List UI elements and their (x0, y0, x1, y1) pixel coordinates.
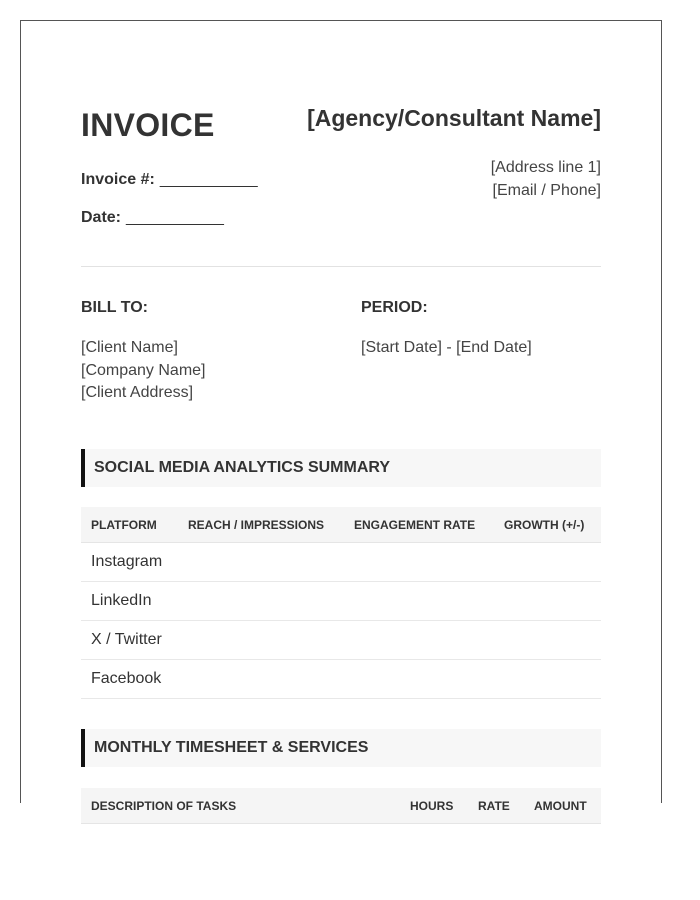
invoice-number-label: Invoice #: (81, 171, 155, 188)
invoice-number-line (81, 171, 258, 189)
table-row (81, 660, 601, 699)
table-row (81, 621, 601, 660)
analytics-section-label: SOCIAL MEDIA ANALYTICS SUMMARY (94, 459, 391, 476)
bill-to-heading: BILL TO: (81, 299, 148, 316)
col-rate: RATE (478, 799, 510, 813)
invoice-number-field: ___________ (159, 171, 258, 188)
agency-address-line: [Address line 1] (490, 159, 601, 176)
period-heading: PERIOD: (361, 299, 428, 316)
platform-facebook: Facebook (91, 670, 162, 687)
invoice-date-line (81, 209, 224, 227)
invoice-title: INVOICE (81, 107, 215, 143)
invoice-page (20, 20, 662, 813)
col-description: DESCRIPTION OF TASKS (91, 799, 237, 813)
table-row (81, 543, 601, 582)
period-range: [Start Date] - [End Date] (361, 339, 532, 356)
col-amount: AMOUNT (534, 799, 587, 813)
analytics-table-header (81, 507, 601, 543)
timesheet-table-header (81, 788, 601, 824)
col-hours: HOURS (410, 799, 454, 813)
col-reach-impressions: REACH / IMPRESSIONS (188, 518, 325, 532)
client-address: [Client Address] (81, 384, 194, 401)
header-divider (81, 266, 601, 267)
platform-x-twitter: X / Twitter (91, 631, 162, 648)
client-name: [Client Name] (81, 339, 178, 356)
company-name: [Company Name] (81, 361, 206, 379)
invoice-date-label: Date: (81, 209, 122, 226)
col-platform: PLATFORM (91, 518, 157, 532)
agency-name: [Agency/Consultant Name] (307, 105, 601, 131)
invoice-date-field: ___________ (126, 209, 224, 226)
col-engagement-rate: ENGAGEMENT RATE (354, 518, 476, 532)
col-growth: GROWTH (+/-) (504, 518, 585, 532)
platform-linkedin: LinkedIn (91, 592, 152, 609)
analytics-section-title (81, 449, 601, 487)
bill-to-block (81, 337, 206, 405)
platform-instagram: Instagram (91, 553, 163, 570)
agency-email-phone: [Email / Phone] (492, 182, 601, 199)
timesheet-section-label: MONTHLY TIMESHEET & SERVICES (94, 739, 369, 756)
agency-contact (491, 156, 601, 202)
table-row (81, 582, 601, 621)
timesheet-section-title (81, 729, 601, 767)
